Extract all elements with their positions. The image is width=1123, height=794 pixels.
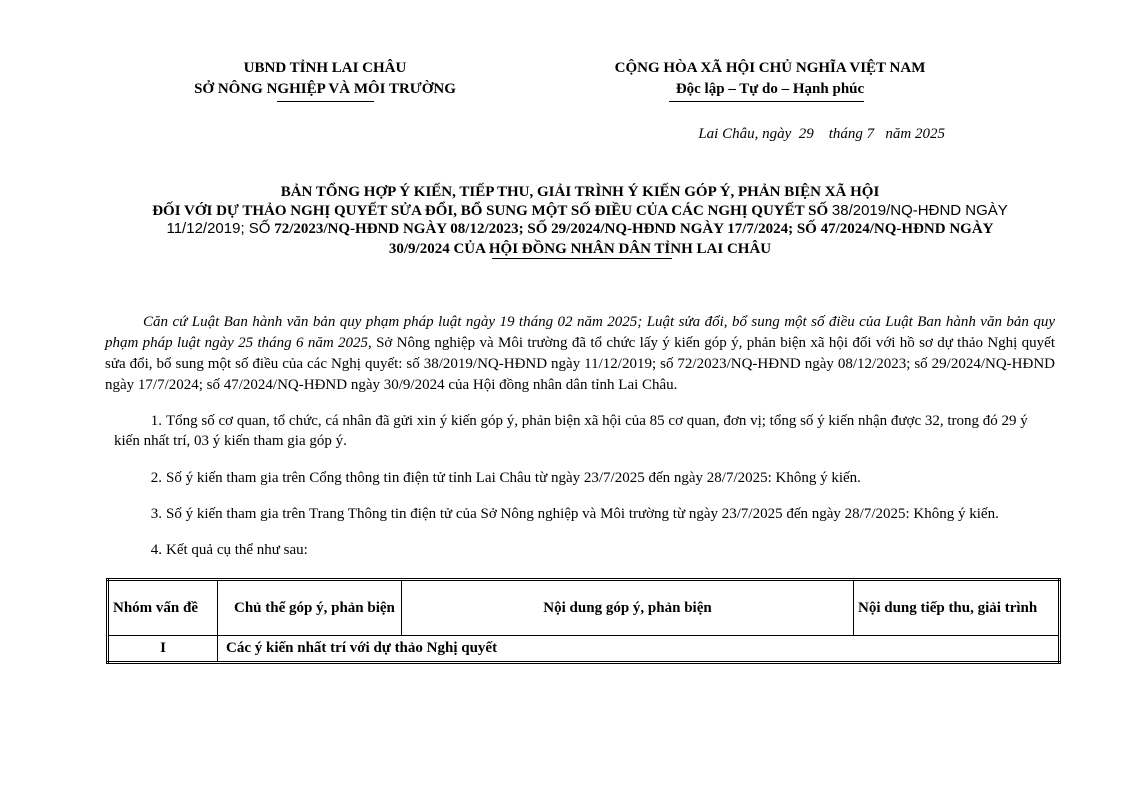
title-line2-sans: 38/2019/NQ-HĐND NGÀY xyxy=(831,202,1008,219)
list-item xyxy=(114,540,1054,560)
document-title-line2 xyxy=(110,202,1050,220)
list-item-text: Số ý kiến tham gia trên Trang Thông tin điện tử của Sở Nông nghiệp và Môi trường từ ngày 23/7/2025 đến ngày 28/7/2025: Không ý kiến. xyxy=(166,506,999,522)
list-item xyxy=(114,468,1054,488)
list-item-number: 4. xyxy=(150,542,162,558)
document-title-line3 xyxy=(110,220,1050,238)
list-item-number: 2. xyxy=(150,470,162,486)
date-line: Lai Châu, ngày 29 tháng 7 năm 2025 xyxy=(698,126,945,142)
title-line3-serif: 72/2023/NQ-HĐND NGÀY 08/12/2023; SỐ 29/2024/NQ-HĐND NGÀY 17/7/2024; SỐ 47/2024/NQ-HĐND NGÀY xyxy=(274,221,994,237)
comments-table xyxy=(106,578,1061,664)
national-title: CỘNG HÒA XÃ HỘI CHỦ NGHĨA VIỆT NAM xyxy=(614,60,926,76)
list-item xyxy=(114,411,1054,451)
title-line2-serif: ĐỐI VỚI DỰ THẢO NGHỊ QUYẾT SỬA ĐỔI, BỔ SUNG MỘT SỐ ĐIỀU CỦA CÁC NGHỊ QUYẾT SỐ xyxy=(152,203,829,219)
intro-legal-basis: Căn cứ Luật Ban hành văn bản quy phạm pháp luật ngày 19 tháng 02 năm 2025; Luật sửa đổi, bổ sung một số điều của Luật Ban hành văn bản quy phạm pháp luật ngày 25 tháng 6 năm 2025 xyxy=(105,314,1055,351)
department-name: SỞ NÔNG NGHIỆP VÀ MÔI TRƯỜNG xyxy=(194,81,456,97)
right-header-rule xyxy=(669,101,864,102)
list-item xyxy=(114,504,1054,524)
table-row xyxy=(108,636,1060,663)
row-group-title: Các ý kiến nhất trí với dự thảo Nghị quyết xyxy=(218,636,1060,663)
list-item-number: 3. xyxy=(150,506,162,522)
header-commenter: Chủ thể góp ý, phản biện xyxy=(218,580,402,636)
document-title-line1: BẢN TỔNG HỢP Ý KIẾN, TIẾP THU, GIẢI TRÌNH Ý KIẾN GÓP Ý, PHẢN BIỆN XÃ HỘI xyxy=(280,184,880,200)
intro-body: , Sở Nông nghiệp và Môi trường đã tổ chức lấy ý kiến góp ý, phản biện xã hội đối với hồ sơ dự thảo Nghị quyết sửa đổi, bổ sung một số điều của các Nghị quyết: số 38/2019/NQ-HĐND ngày 11/12/2019; số 72/2023/NQ-HĐND ngày 08/12/2023; số 29/2024/NQ-HĐND ngày 17/7/2024; số 47/2024/NQ-HĐND ngày 30/9/2024 của Hội đồng nhân dân tỉnh Lai Châu. xyxy=(105,335,1055,393)
header-issue-group: Nhóm vấn đề xyxy=(108,580,218,636)
national-motto: Độc lập – Tự do – Hạnh phúc xyxy=(675,81,865,97)
title-line3-sans: 11/12/2019; SỐ xyxy=(166,220,271,237)
header-comment-content: Nội dung góp ý, phản biện xyxy=(402,580,854,636)
document-title-line4: 30/9/2024 CỦA HỘI ĐỒNG NHÂN DÂN TỈNH LAI CHÂU xyxy=(388,241,772,257)
row-group-number: I xyxy=(108,636,218,663)
list-item-text: Số ý kiến tham gia trên Cổng thông tin điện tử tỉnh Lai Châu từ ngày 23/7/2025 đến ngày 28/7/2025: Không ý kiến. xyxy=(166,470,861,486)
intro-paragraph xyxy=(105,312,1055,396)
list-item-text: Tổng số cơ quan, tổ chức, cá nhân đã gửi xin ý kiến góp ý, phản biện xã hội của 85 cơ quan, đơn vị; tổng số ý kiến nhận được 32, trong đó 29 ý kiến nhất trí, 03 ý kiến tham gia góp ý. xyxy=(114,413,1028,449)
left-header-rule xyxy=(277,101,374,102)
header-response: Nội dung tiếp thu, giải trình xyxy=(854,580,1060,636)
list-item-text: Kết quả cụ thể như sau: xyxy=(166,542,308,558)
table-header-row xyxy=(108,580,1060,636)
title-rule xyxy=(492,258,672,259)
list-item-number: 1. xyxy=(150,413,162,429)
agency-name: UBND TỈNH LAI CHÂU xyxy=(243,60,407,76)
